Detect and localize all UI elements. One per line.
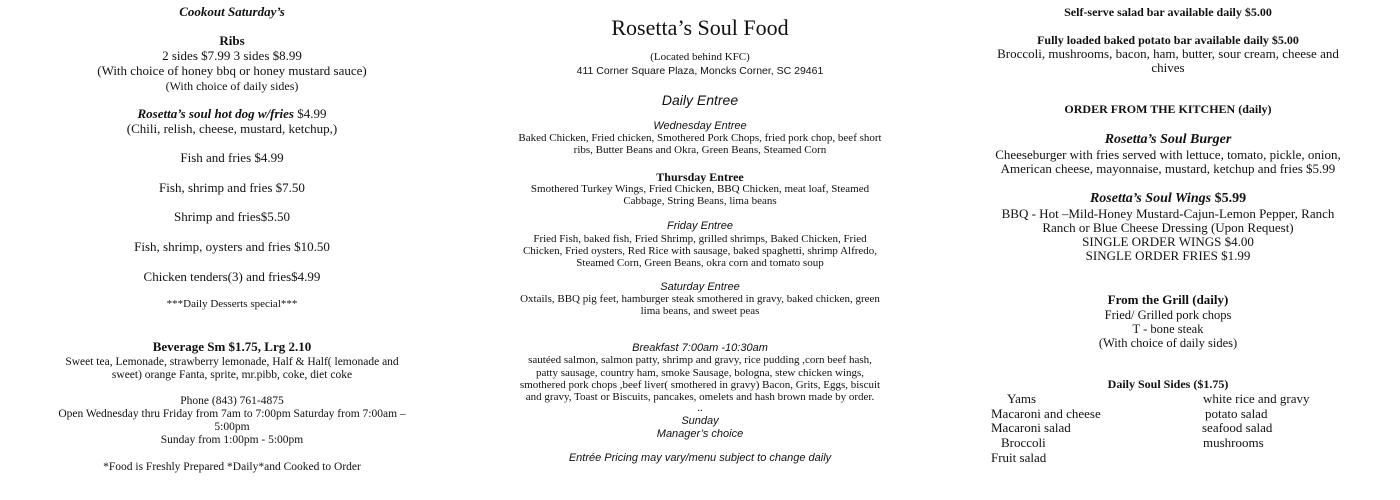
sunday-title: Sunday (681, 415, 719, 427)
side-item: Fruit salad (991, 450, 1047, 465)
saturday-title: Saturday Entree (660, 281, 740, 293)
menu-item: Shrimp and fries$5.50 (174, 209, 290, 224)
sides-title: Daily Soul Sides ($1.75) (1107, 377, 1229, 391)
burger-line: American cheese, mayonnaise, mustard, ketchup and fries $5.99 (1000, 161, 1336, 176)
wings-title: Rosetta’s Soul Wings (1089, 191, 1212, 206)
menu-item: Fish, shrimp, oysters and fries $10.50 (134, 239, 330, 254)
pricing-note: Entrée Pricing may vary/menu subject to change daily (568, 452, 832, 464)
ribs-sides: (With choice of daily sides) (165, 79, 299, 93)
location-note: (Located behind KFC) (650, 51, 750, 63)
breakfast-title: Breakfast 7:00am -10:30am (632, 342, 768, 354)
breakfast-line: and gravy, Toast or Biscuits, pancakes, omelets and hash brown made by order. (525, 391, 875, 403)
entree-line: Cabbage, String Beans, lima beans (623, 195, 777, 207)
ribs-prices: 2 sides $7.99 3 sides $8.99 (162, 48, 302, 63)
cookout-title: Cookout Saturday’s (179, 4, 285, 19)
breakfast-line: patty sausage, country ham, smoke Sausage, bologna, stew chicken wings, (535, 367, 865, 379)
breakfast-line: smothered pork chops ,beef liver( smothered in gravy) Bacon, Grits, Eggs, biscuit (519, 379, 881, 391)
hotdog-toppings: (Chili, relish, cheese, mustard, ketchup,) (126, 121, 338, 136)
menu-item: Fish, shrimp and fries $7.50 (159, 180, 305, 195)
side-item: seafood salad (1202, 420, 1273, 435)
wings-line: SINGLE ORDER WINGS $4.00 (1082, 234, 1254, 249)
hotdog-name: Rosetta’s soul hot dog w/fries (137, 106, 294, 121)
beverage-line: Sweet tea, Lemonade, strawberry lemonade, Half & Half( lemonade and (65, 356, 399, 368)
wings-line: Ranch or Blue Cheese Dressing (Upon Request) (1042, 220, 1294, 235)
entree-line: lima beans, and sweet peas (640, 305, 760, 317)
salad-bar: Self-serve salad bar available daily $5.00 (1064, 5, 1272, 19)
desserts-note: ***Daily Desserts special*** (166, 298, 298, 310)
daily-entree-title: Daily Entree (661, 92, 739, 108)
sunday-note: Manager’s choice (656, 428, 744, 440)
address: 411 Corner Square Plaza, Moncks Corner, SC 29461 (576, 65, 824, 77)
side-item: Macaroni and cheese (991, 406, 1101, 421)
thursday-title: Thursday Entree (656, 170, 744, 184)
grill-line: T - bone steak (1132, 322, 1204, 336)
hours-sunday: Sunday from 1:00pm - 5:00pm (160, 434, 304, 446)
left-column (0, 0, 464, 500)
entree-line: Fried Fish, baked fish, Fried Shrimp, grilled shrimps, Baked Chicken, Fried (533, 233, 867, 245)
side-item: Macaroni salad (991, 420, 1071, 435)
grill-line: (With choice of daily sides) (1098, 336, 1238, 350)
side-item: Yams (1007, 391, 1037, 406)
potato-line: chives (1151, 60, 1185, 75)
menu-item: Chicken tenders(3) and fries$4.99 (143, 269, 321, 284)
entree-line: Smothered Turkey Wings, Fried Chicken, BBQ Chicken, meat loaf, Steamed (530, 183, 870, 195)
grill-title: From the Grill (daily) (1107, 292, 1229, 307)
burger-title: Rosetta’s Soul Burger (1104, 132, 1232, 147)
wednesday-title: Wednesday Entree (653, 120, 747, 132)
entree-line: ribs, Butter Beans and Okra, Green Beans, Steamed Corn (573, 144, 827, 156)
friday-title: Friday Entree (666, 220, 734, 232)
hotdog-price: $4.99 (294, 106, 327, 121)
entree-line: Baked Chicken, Fried chicken, Smothered Pork Chops, fried pork chop, beef short (518, 132, 882, 144)
potato-line: Broccoli, mushrooms, bacon, ham, butter, sour cream, cheese and (997, 46, 1339, 61)
side-item: white rice and gravy (1203, 391, 1310, 406)
burger-line: Cheeseburger with fries served with lettuce, tomato, pickle, onion, (995, 147, 1341, 162)
hours-line: 5:00pm (214, 421, 250, 433)
center-column (500, 0, 900, 500)
grill-line: Fried/ Grilled pork chops (1104, 308, 1232, 322)
hotdog-item (0, 106, 464, 122)
side-item: Broccoli (1001, 435, 1046, 450)
wings-line: BBQ - Hot –Mild-Honey Mustard-Cajun-Lemon Pepper, Ranch (1001, 206, 1335, 221)
restaurant-name: Rosetta’s Soul Food (611, 15, 789, 40)
phone: Phone (843) 761-4875 (180, 395, 284, 407)
menu-item: Fish and fries $4.99 (180, 150, 284, 165)
entree-line: Chicken, Fried oysters, Red Rice with sausage, baked spaghetti, shrimp Alfredo, (522, 245, 878, 257)
footer-note: *Food is Freshly Prepared *Daily*and Cooked to Order (103, 461, 361, 473)
entree-line: Oxtails, BBQ pig feet, hamburger steak smothered in gravy, baked chicken, green (520, 293, 880, 305)
entree-line: Steamed Corn, Green Beans, okra corn and tomato soup (576, 257, 824, 269)
dots: .. (697, 402, 703, 414)
potato-bar: Fully loaded baked potato bar available daily $5.00 (1037, 33, 1299, 47)
ribs-sauce: (With choice of honey bbq or honey mustard sauce) (97, 63, 367, 78)
wings-price: $5.99 (1211, 191, 1247, 206)
ribs-title: Ribs (219, 33, 245, 48)
breakfast-line: sautéed salmon, salmon patty, shrimp and gravy, rice pudding ,corn beef hash, (528, 354, 872, 366)
hours-line: Open Wednesday thru Friday from 7am to 7:00pm Saturday from 7:00am – (58, 408, 406, 420)
wings-line: SINGLE ORDER FRIES $1.99 (1085, 248, 1251, 263)
beverage-line: sweet) orange Fanta, sprite, mr.pibb, coke, diet coke (111, 369, 353, 381)
side-item: potato salad (1205, 406, 1268, 421)
side-item: mushrooms (1203, 435, 1264, 450)
kitchen-title: ORDER FROM THE KITCHEN (daily) (1064, 102, 1272, 116)
beverage-title: Beverage Sm $1.75, Lrg 2.10 (152, 339, 312, 354)
